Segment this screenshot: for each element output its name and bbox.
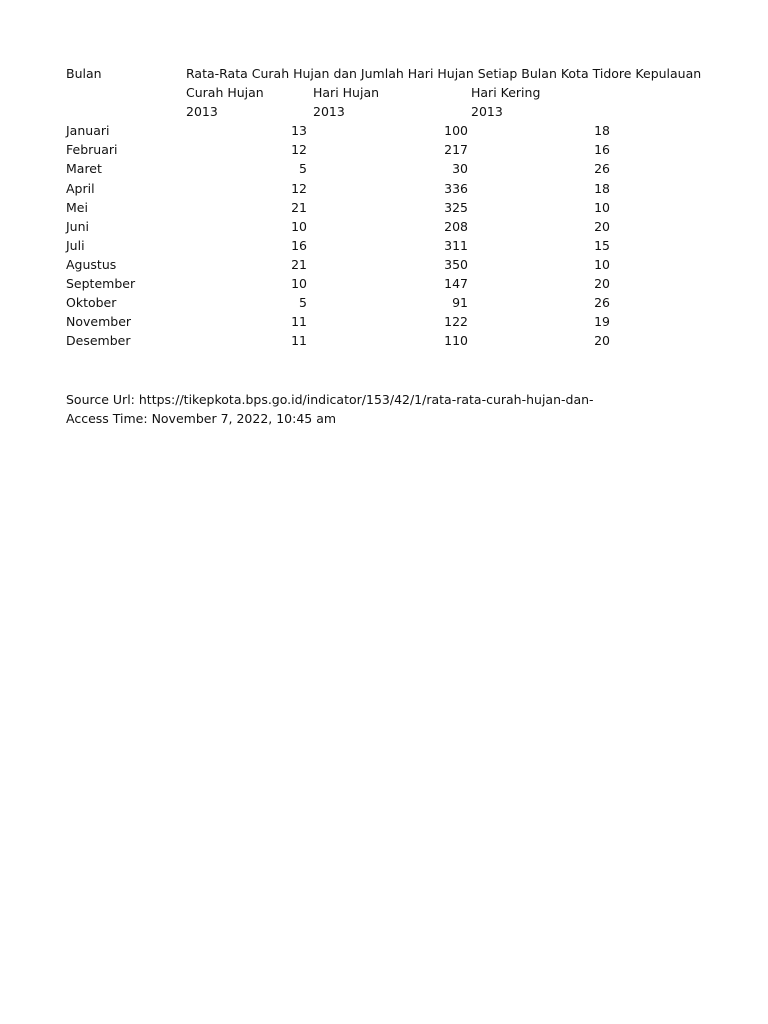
hari-kering-cell: 26: [594, 161, 610, 177]
table-row: [0, 293, 768, 312]
month-cell: Februari: [66, 142, 118, 158]
month-cell: April: [66, 180, 95, 196]
month-cell: Mei: [66, 199, 88, 215]
hari-hujan-cell: 100: [444, 123, 468, 139]
hari-kering-cell: 20: [594, 218, 610, 234]
curah-hujan-cell: 16: [291, 237, 307, 253]
hari-hujan-cell: 110: [444, 333, 468, 349]
curah-hujan-cell: 5: [299, 161, 307, 177]
table-row: [0, 140, 768, 159]
month-cell: Januari: [66, 123, 110, 139]
hari-kering-cell: 19: [594, 314, 610, 330]
curah-hujan-cell: 12: [291, 142, 307, 158]
data-table: [0, 64, 768, 350]
source-url-line: [66, 390, 614, 409]
hari-kering-cell: 10: [594, 199, 610, 215]
hari-kering-cell: 20: [594, 333, 610, 349]
column-header-hari-kering: Hari Kering: [471, 85, 541, 101]
table-year-row: [0, 102, 768, 121]
hari-kering-cell: 16: [594, 142, 610, 158]
hari-kering-cell: 18: [594, 180, 610, 196]
curah-hujan-cell: 11: [291, 333, 307, 349]
column-header-hari-hujan: Hari Hujan: [313, 85, 380, 101]
curah-hujan-cell: 11: [291, 314, 307, 330]
table-row: [0, 331, 768, 350]
column-year-hari-kering: 2013: [471, 104, 503, 120]
table-row: [0, 159, 768, 178]
hari-hujan-cell: 91: [452, 295, 468, 311]
month-cell: Desember: [66, 333, 131, 349]
source-url[interactable]: https://tikepkota.bps.go.id/indicator/153/42/1/rata-rata-curah-hujan-dan-: [138, 392, 594, 407]
table-header-row: [0, 83, 768, 102]
hari-kering-cell: 18: [594, 123, 610, 139]
month-cell: Agustus: [66, 256, 117, 272]
hari-hujan-cell: 311: [444, 237, 468, 253]
curah-hujan-cell: 13: [291, 123, 307, 139]
month-cell: September: [66, 276, 136, 292]
month-cell: Juni: [66, 218, 90, 234]
curah-hujan-cell: 10: [291, 218, 307, 234]
month-cell: Oktober: [66, 295, 117, 311]
month-cell: Maret: [66, 161, 102, 177]
table-row: [0, 121, 768, 140]
table-row: [0, 217, 768, 236]
hari-hujan-cell: 147: [444, 276, 468, 292]
access-time-line: [66, 409, 614, 428]
curah-hujan-cell: 21: [291, 199, 307, 215]
curah-hujan-cell: 5: [299, 295, 307, 311]
table-title-row: [0, 64, 768, 83]
table-title: Rata-Rata Curah Hujan dan Jumlah Hari Hujan Setiap Bulan Kota Tidore Kepulauan: [186, 66, 702, 81]
curah-hujan-cell: 21: [291, 256, 307, 272]
hari-kering-cell: 10: [594, 256, 610, 272]
table-row: [0, 179, 768, 198]
hari-kering-cell: 15: [594, 237, 610, 253]
hari-kering-cell: 20: [594, 276, 610, 292]
table-row: [0, 255, 768, 274]
table-row: [0, 274, 768, 293]
hari-hujan-cell: 122: [444, 314, 468, 330]
hari-hujan-cell: 217: [444, 142, 468, 158]
hari-hujan-cell: 336: [444, 180, 468, 196]
column-header-curah-hujan: Curah Hujan: [186, 85, 264, 101]
column-year-hari-hujan: 2013: [313, 104, 345, 120]
table-row: [0, 236, 768, 255]
column-header-bulan: Bulan: [66, 66, 102, 81]
table-row: [0, 198, 768, 217]
month-cell: Juli: [66, 237, 85, 253]
table-row: [0, 312, 768, 331]
access-time: November 7, 2022, 10:45 am: [151, 411, 337, 426]
hari-hujan-cell: 350: [444, 256, 468, 272]
source-url-label: Source Url:: [66, 392, 135, 407]
hari-hujan-cell: 208: [444, 218, 468, 234]
month-cell: November: [66, 314, 132, 330]
column-year-curah-hujan: 2013: [186, 104, 218, 120]
curah-hujan-cell: 10: [291, 276, 307, 292]
hari-hujan-cell: 30: [452, 161, 468, 177]
table-body: [0, 121, 768, 350]
access-time-label: Access Time:: [66, 411, 148, 426]
hari-hujan-cell: 325: [444, 199, 468, 215]
hari-kering-cell: 26: [594, 295, 610, 311]
curah-hujan-cell: 12: [291, 180, 307, 196]
